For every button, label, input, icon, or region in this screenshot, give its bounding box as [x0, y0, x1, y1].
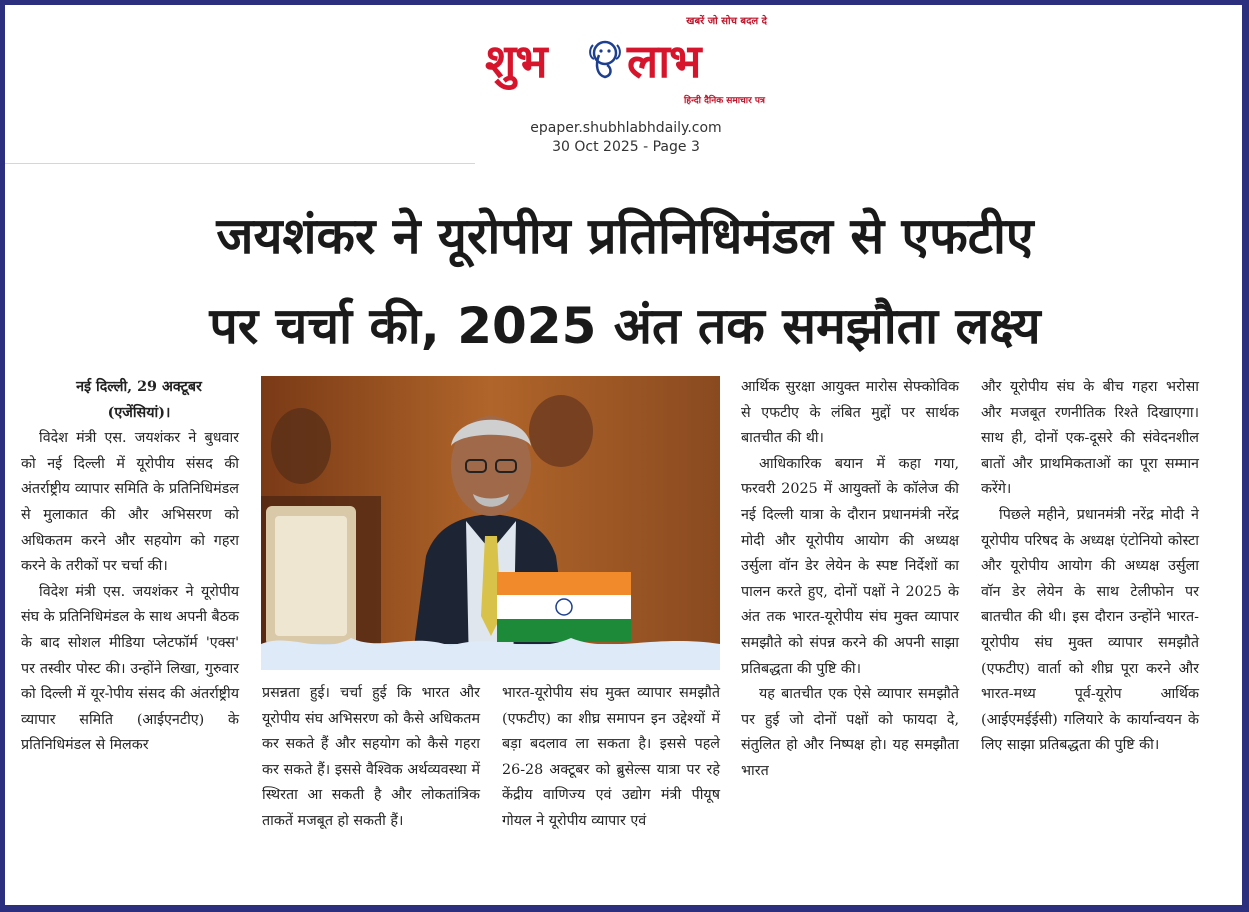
news-photo	[261, 376, 720, 670]
divider	[5, 163, 475, 164]
headline	[35, 191, 1215, 371]
paragraph: भारत-यूरोपीय संघ मुक्त व्यापार समझौते (एफटीए) का शीघ्र समापन इन उद्देश्यों में बड़ा बदलाव ला सकता है। इससे पहले 26-28 अक्टूबर को ब्रुसेल्स यात्रा पर रहे केंद्रीय वाणिज्य एवं उद्योग मंत्री पीयूष गोयल ने यूरोपीय व्यापार एवं	[502, 685, 720, 829]
logo-word-left: शुभ	[485, 34, 547, 88]
paragraph: पिछले महीने, प्रधानमंत्री नरेंद्र मोदी ने यूरोपीय परिषद के अध्यक्ष एंटोनियो कोस्टा और यूरोपीय आयोग की अध्यक्ष उर्सुला वॉन डेर लेयेन के साथ टेलीफोन पर बातचीत की थी। इस दौरान उन्होंने भारत-यूरोपीय संघ मुक्त व्यापार समझौते (एफटीए) वार्ता को शीघ्र पूरा करने और भारत-मध्य पूर्व-यूरोप आर्थिक (आईएमईईसी) गलियारे के कार्यान्वयन के लिए साझा प्रतिबद्धता की पुष्टि की।	[981, 506, 1199, 754]
masthead-tagline: खबरें जो सोच बदल दे	[686, 16, 767, 27]
headline-line-2: पर चर्चा की, 2025 अंत तक समझौता लक्ष्य	[209, 297, 1041, 355]
article-column-5	[741, 375, 959, 785]
masthead-subtitle: हिन्दी दैनिक समाचार पत्र	[683, 96, 765, 106]
paragraph: आर्थिक सुरक्षा आयुक्त मारोस सेफ्कोविक से एफटीए के लंबित मुद्दों पर सार्थक बातचीत की थी।	[741, 379, 959, 447]
paragraph: विदेश मंत्री एस. जयशंकर ने बुधवार को नई दिल्ली में यूरोपीय संसद की अंतर्राष्ट्रीय व्यापार समिति के प्रतिनिधिमंडल से मुलाकात की और अभिसरण को अधिकतम करने और सहयोग को गहरा करने के तरीकों पर चर्चा की।	[21, 430, 239, 575]
dateline-agency: (एजेंसियां)।	[107, 404, 171, 421]
edition-date: 30 Oct 2025 - Page 3	[552, 139, 700, 155]
site-url[interactable]: epaper.shubhlabhdaily.com	[530, 120, 722, 136]
paragraph: आधिकारिक बयान में कहा गया, फरवरी 2025 में आयुक्तों के कॉलेज की नई दिल्ली यात्रा के दौरान प्रधानमंत्री नरेंद्र मोदी और यूरोपीय आयोग की अध्यक्ष उर्सुला वॉन डेर लेयेन के स्पष्ट निर्देशों का पालन करते हुए, दोनों पक्षों ने 2025 के अंत तक भारत-यूरोपीय संघ मुक्त व्यापार समझौते को संपन्न करने की अपनी साझा प्रतिबद्धता की पुष्टि की।	[741, 455, 959, 677]
article-column-1	[21, 375, 239, 759]
article-column-3	[262, 681, 480, 835]
edition-info	[475, 119, 777, 157]
paragraph: यह बातचीत एक ऐसे व्यापार समझौते पर हुई जो दोनों पक्षों को फायदा दे, संतुलित हो और निष्पक्ष हो। यह समझौता भारत	[741, 686, 959, 779]
ganesha-emblem-icon	[585, 35, 625, 83]
paragraph: और यूरोपीय संघ के बीच गहरा भरोसा और मजबूत रणनीतिक रिश्ते दिखाएगा। साथ ही, दोनों एक-दूसरे की संवेदनशील बातों और प्राथमिकताओं का पूरा सम्मान करेंगे।	[981, 379, 1199, 498]
logo-word-right: लाभ	[627, 34, 701, 88]
jaishankar-photo-illustration	[261, 376, 720, 670]
article-column-4	[502, 681, 720, 835]
paragraph: विदेश मंत्री एस. जयशंकर ने यूरोपीय संघ के प्रतिनिधिमंडल के साथ अपनी बैठक के बाद सोशल मीडिया प्लेटफॉर्म 'एक्स' पर तस्वीर पोस्ट की। उन्होंने लिखा, गुरुवार को दिल्ली में यूर-ोपीय संसद की अंतर्राष्ट्रीय व्यापार समिति (आईएनटीए) के प्रतिनिधिमंडल से मिलकर	[21, 583, 239, 754]
masthead-logo	[477, 9, 775, 115]
headline-line-1: जयशंकर ने यूरोपीय प्रतिनिधिमंडल से एफटीए	[216, 207, 1034, 265]
paragraph: प्रसन्नता हुई। चर्चा हुई कि भारत और यूरोपीय संघ अभिसरण को कैसे अधिकतम कर सकते हैं और सहयोग को कैसे गहरा कर सकते हैं। इससे वैश्विक अर्थव्यवस्था में स्थिरता आ सकती है और लोकतांत्रिक ताकतें मजबूत हो सकती हैं।	[262, 685, 480, 829]
article-column-6	[981, 375, 1199, 759]
newspaper-page	[5, 5, 1242, 905]
dateline: नई दिल्ली, 29 अक्टूबर	[76, 379, 202, 395]
